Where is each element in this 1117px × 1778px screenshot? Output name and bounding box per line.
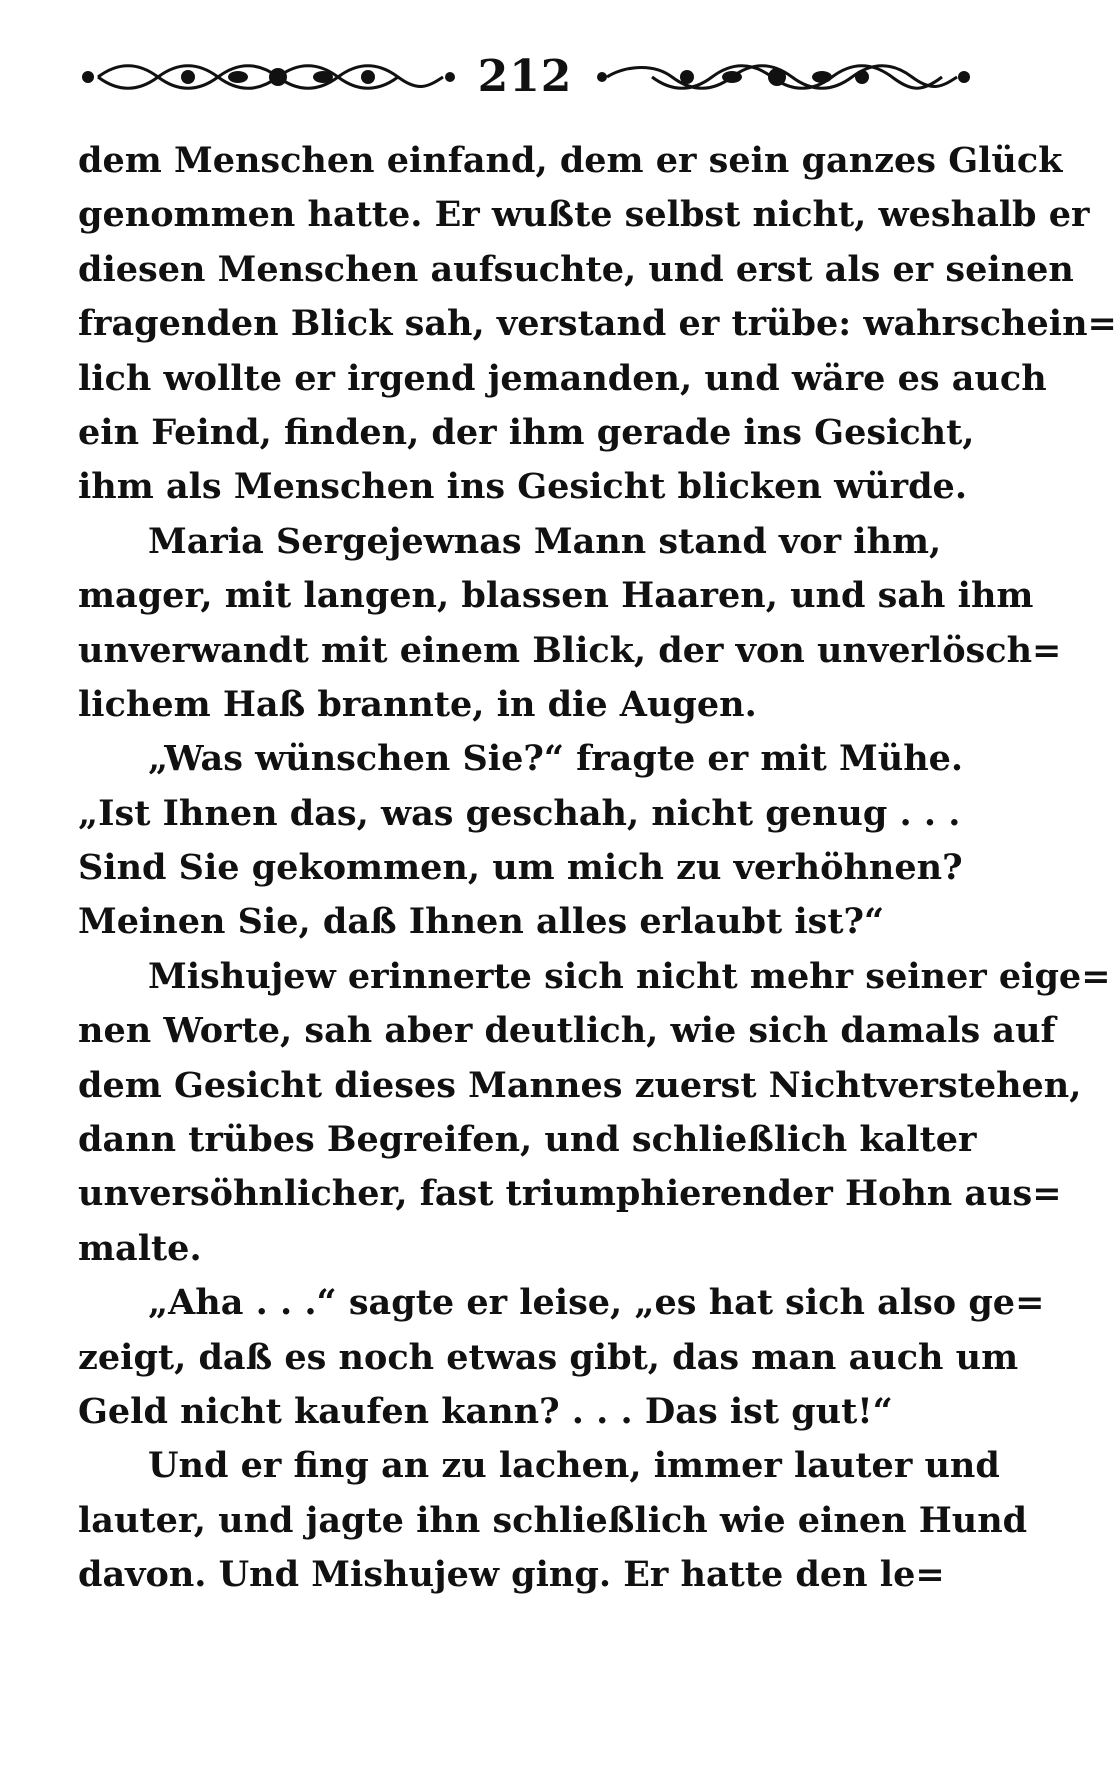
text-line: genommen hatte. Er wußte selbst nicht, weshalb er bbox=[78, 194, 1090, 236]
text-line: zeigt, daß es noch etwas gibt, das man auch um bbox=[78, 1336, 1019, 1378]
text-line: Sind Sie gekommen, um mich zu verhöhnen? bbox=[78, 847, 963, 889]
text-line: diesen Menschen aufsuchte, und erst als er seinen bbox=[78, 248, 1074, 290]
text-line: ein Feind, finden, der ihm gerade ins Gesicht, bbox=[78, 411, 975, 453]
page-number: 212 bbox=[477, 51, 573, 102]
text-line: lich wollte er irgend jemanden, und wäre es auch bbox=[78, 357, 1047, 399]
text-line: dem Menschen einfand, dem er sein ganzes Glück bbox=[78, 140, 1063, 181]
text-line: lauter, und jagte ihn schließlich wie einen Hund bbox=[78, 1499, 1028, 1541]
text-line: Mishujew erinnerte sich nicht mehr seiner eige= bbox=[148, 955, 1111, 997]
text-line: Und er fing an zu lachen, immer lauter und bbox=[148, 1445, 1000, 1487]
text-line: dann trübes Begreifen, und schließlich kalter bbox=[78, 1119, 977, 1161]
ornament-right bbox=[592, 52, 972, 102]
text-line: Geld nicht kaufen kann? . . . Das ist gut!“ bbox=[78, 1390, 893, 1432]
text-line: unversöhnlicher, fast triumphierender Hohn aus= bbox=[78, 1173, 1062, 1215]
text-line: dem Gesicht dieses Mannes zuerst Nichtverstehen, bbox=[78, 1064, 1082, 1106]
body-text bbox=[78, 134, 1117, 1603]
text-line: ihm als Menschen ins Gesicht blicken würde. bbox=[78, 466, 968, 508]
text-line: lichem Haß brannte, in die Augen. bbox=[78, 683, 757, 725]
text-line: fragenden Blick sah, verstand er trübe: wahrschein= bbox=[78, 303, 1117, 345]
text-line: malte. bbox=[78, 1227, 202, 1269]
text-line: „Aha . . .“ sagte er leise, „es hat sich also ge= bbox=[148, 1282, 1045, 1324]
text-line: Maria Sergejewnas Mann stand vor ihm, bbox=[148, 520, 942, 562]
ornament-left bbox=[78, 52, 458, 102]
page-header bbox=[110, 42, 940, 112]
text-line: mager, mit langen, blassen Haaren, und sah ihm bbox=[78, 575, 1034, 617]
text-line: nen Worte, sah aber deutlich, wie sich damals auf bbox=[78, 1010, 1056, 1052]
text-line: unverwandt mit einem Blick, der von unverlösch= bbox=[78, 629, 1062, 671]
text-line: „Ist Ihnen das, was geschah, nicht genug . . . bbox=[78, 792, 961, 834]
text-line: „Was wünschen Sie?“ fragte er mit Mühe. bbox=[148, 738, 964, 780]
text-line: davon. Und Mishujew ging. Er hatte den le= bbox=[78, 1554, 945, 1596]
text-line: Meinen Sie, daß Ihnen alles erlaubt ist?“ bbox=[78, 901, 885, 943]
